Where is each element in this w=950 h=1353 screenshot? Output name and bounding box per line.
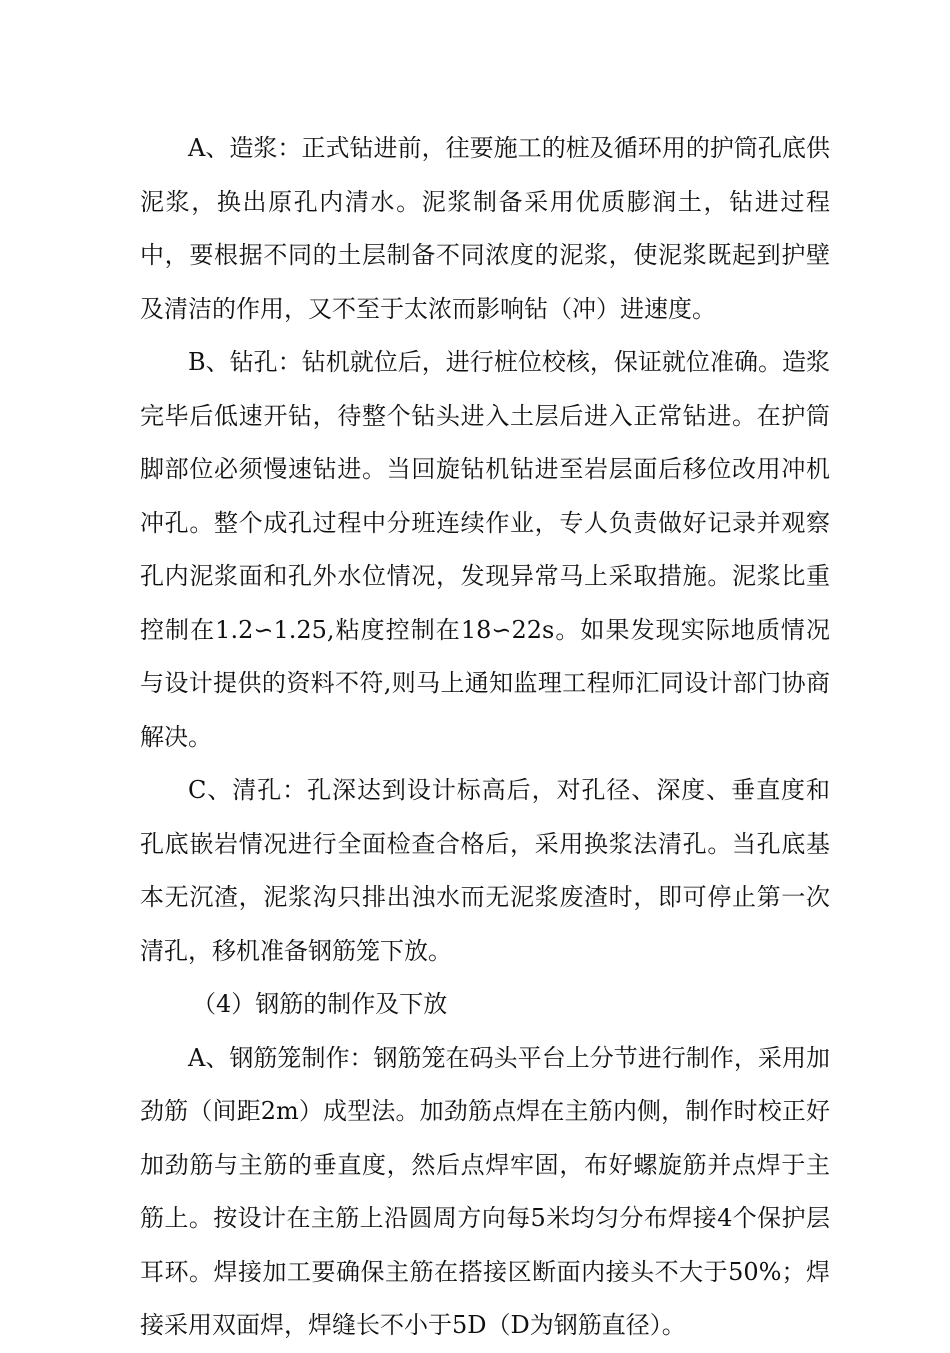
section-heading-rebar: （4）钢筋的制作及下放: [192, 990, 448, 1018]
paragraph-a-rebar-cage: A、钢筋笼制作：钢筋笼在码头平台上分节进行制作，采用加劲筋（间距2m）成型法。加劲筋点焊在主筋内侧，制作时校正好加劲筋与主筋的垂直度，然后点焊牢固，布好螺旋筋并点焊于主筋上。按设计在主筋上沿圆周方向每5米均匀分布焊接4个保护层耳环。焊接加工要确保主筋在搭接区断面内接头不大于50%；焊接采用双面焊，焊缝长不小于5D（D为钢筋直径）。: [140, 1043, 830, 1339]
paragraph-c-hole-cleaning: C、清孔：孔深达到设计标高后，对孔径、深度、垂直度和孔底嵌岩情况进行全面检查合格后，采用换浆法清孔。当孔底基本无沉渣，泥浆沟只排出浊水而无泥浆废渣时，即可停止第一次清孔，移机准备钢筋笼下放。: [140, 776, 830, 965]
paragraph-a-mud-making: A、造浆：正式钻进前，往要施工的桩及循环用的护筒孔底供泥浆，换出原孔内清水。泥浆制备采用优质膨润土，钻进过程中，要根据不同的土层制备不同浓度的泥浆，使泥浆既起到护壁及清洁的作用，又不至于太浓而影响钻（冲）进速度。: [140, 134, 830, 323]
paragraph-b-drilling: B、钻孔：钻机就位后，进行桩位校核，保证就位准确。造浆完毕后低速开钻，待整个钻头进入土层后进入正常钻进。在护筒脚部位必须慢速钻进。当回旋钻机钻进至岩层面后移位改用冲机冲孔。整个成孔过程中分班连续作业，专人负责做好记录并观察孔内泥浆面和孔外水位情况，发现异常马上采取措施。泥浆比重控制在1.2∽1.25,粘度控制在18∽22s。如果发现实际地质情况与设计提供的资料不符,则马上通知监理工程师汇同设计部门协商解决。: [140, 348, 830, 751]
